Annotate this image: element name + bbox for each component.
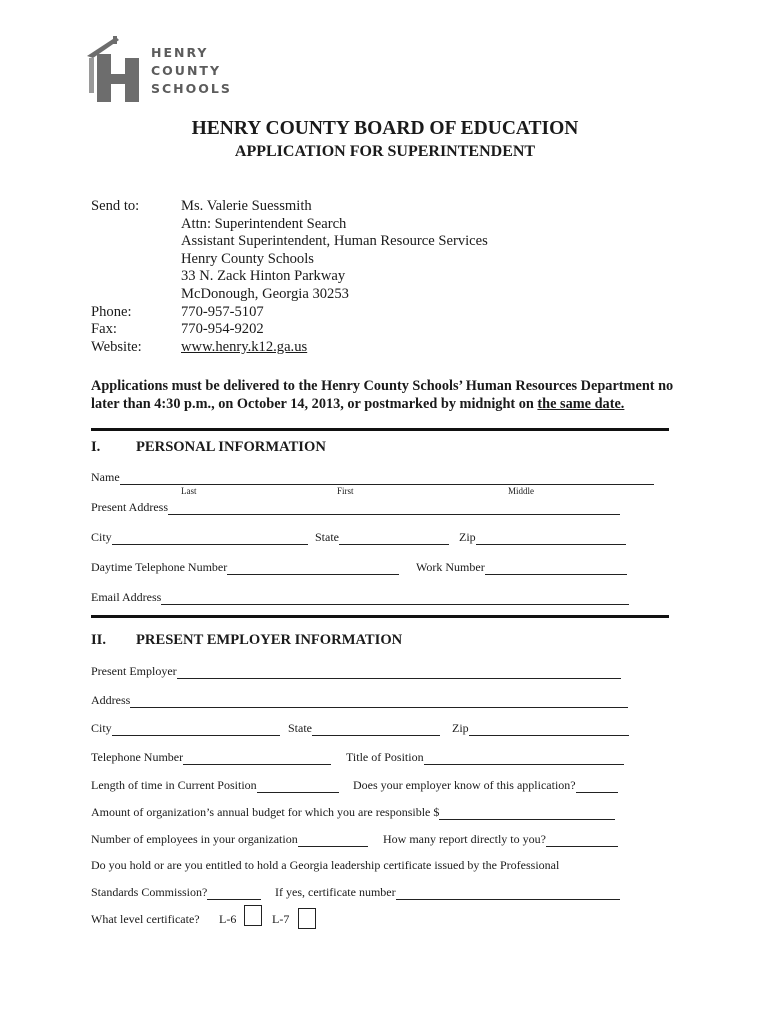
employer-telephone-input-line[interactable] [183,753,331,765]
logo-line-henry: HENRY [151,45,209,60]
city-field[interactable] [91,530,312,545]
work-number-label: Work Number [416,560,485,574]
email-label: Email Address [91,590,162,604]
employer-address-input-line[interactable] [130,696,628,708]
present-address-label: Present Address [91,500,168,514]
send-to-line: Ms. Valerie Suessmith [181,198,312,214]
report-directly-label: How many report directly to you? [383,832,546,846]
work-number-input-line[interactable] [485,563,627,575]
title-of-position-label: Title of Position [346,750,424,764]
name-sub-first: First [337,486,354,496]
deadline-notice-tail: the same date. [537,396,625,412]
section-1-number: I. [91,439,101,455]
employer-know-label: Does your employer know of this application? [353,778,576,792]
employer-zip-label: Zip [452,721,469,735]
present-employer-label: Present Employer [91,664,177,678]
certificate-question-text: Do you hold or are you entitled to hold a Georgia leadership certificate issued by the Professional [91,858,560,872]
section-1-title: PERSONAL INFORMATION [136,439,326,455]
section-2-title: PRESENT EMPLOYER INFORMATION [136,632,403,648]
logo-line-schools: SCHOOLS [151,81,232,96]
length-of-time-label: Length of time in Current Position [91,778,257,792]
standards-commission-label: Standards Commission? [91,885,208,899]
logo-line-county: COUNTY [151,63,221,78]
title-of-position-field[interactable] [346,750,628,765]
name-label: Name [91,470,120,484]
daytime-phone-input-line[interactable] [227,563,399,575]
send-to-line: Attn: Superintendent Search [181,215,347,232]
employer-address-label: Address [91,693,131,707]
website-label: Website: [91,338,142,355]
title-of-position-input-line[interactable] [424,753,624,765]
deadline-notice-text: Applications must be delivered to the Henry County Schools’ Human Resources Department no later than 4:30 p.m., on October 14, 2013, or postmarked by midnight on [91,378,674,412]
section-divider [91,428,669,431]
fax-label: Fax: [91,321,117,338]
num-employees-field[interactable] [91,832,372,847]
section-2-number: II. [91,632,107,648]
employer-city-label: City [91,721,112,735]
l7-label: L-7 [272,912,290,926]
website-link[interactable]: www.henry.k12.ga.us [181,338,308,355]
henry-county-schools-logo [83,34,233,106]
page-title: HENRY COUNTY BOARD OF EDUCATION [191,118,579,139]
certificate-number-field[interactable] [275,885,624,900]
send-to-line: 33 N. Zack Hinton Parkway [181,268,346,285]
employer-address-field[interactable] [91,693,632,708]
name-field[interactable] [91,470,658,485]
employer-zip-field[interactable] [452,721,633,736]
employer-know-field[interactable] [353,778,622,793]
name-sub-last: Last [181,486,197,496]
daytime-phone-field[interactable] [91,560,403,575]
budget-field[interactable] [91,805,619,820]
length-of-time-input-line[interactable] [257,781,339,793]
page-subtitle: APPLICATION FOR SUPERINTENDENT [234,143,536,160]
report-directly-field[interactable] [383,832,622,847]
phone-label: Phone: [91,303,132,320]
employer-state-input-line[interactable] [312,724,440,736]
l6-label: L-6 [219,912,237,926]
l6-checkbox[interactable] [244,905,262,926]
schoolhouse-h-logo-icon [83,34,145,104]
work-number-field[interactable] [416,560,631,575]
budget-label: Amount of organization’s annual budget for which you are responsible $ [91,805,440,819]
num-employees-label: Number of employees in your organization [91,832,298,846]
employer-telephone-field[interactable] [91,750,335,765]
deadline-notice [91,377,681,413]
email-input-line[interactable] [161,593,629,605]
state-field[interactable] [315,530,453,545]
section-divider [91,615,669,618]
employer-city-field[interactable] [91,721,284,736]
daytime-phone-label: Daytime Telephone Number [91,560,228,574]
budget-input-line[interactable] [439,808,615,820]
send-to-line: McDonough, Georgia 30253 [181,286,349,302]
city-input-line[interactable] [112,533,308,545]
present-address-input-line[interactable] [168,503,620,515]
send-to-label: Send to: [91,198,140,214]
length-of-time-field[interactable] [91,778,343,793]
present-employer-field[interactable] [91,664,625,679]
employer-city-input-line[interactable] [112,724,280,736]
email-field[interactable] [91,590,633,605]
present-address-field[interactable] [91,500,624,515]
certificate-number-input-line[interactable] [396,888,620,900]
employer-zip-input-line[interactable] [469,724,629,736]
employer-know-input-line[interactable] [576,781,618,793]
standards-commission-field[interactable] [91,885,265,900]
name-sub-middle: Middle [508,486,534,496]
standards-commission-input-line[interactable] [207,888,261,900]
employer-state-field[interactable] [288,721,444,736]
send-to-line: Assistant Superintendent, Human Resource Services [181,233,488,250]
zip-label: Zip [459,530,476,544]
certificate-number-label: If yes, certificate number [275,885,396,899]
name-input-line[interactable] [120,473,654,485]
city-label: City [91,530,112,544]
certificate-level-label: What level certificate? [91,912,200,926]
certificate-question [91,858,559,873]
phone-value: 770-957-5107 [181,303,264,320]
employer-telephone-label: Telephone Number [91,750,184,764]
num-employees-input-line[interactable] [298,835,368,847]
zip-field[interactable] [459,530,630,545]
fax-value: 770-954-9202 [181,321,264,338]
send-to-line: Henry County Schools [181,250,314,267]
present-employer-input-line[interactable] [177,667,621,679]
employer-state-label: State [288,721,312,735]
state-label: State [315,530,339,544]
report-directly-input-line[interactable] [546,835,618,847]
l7-checkbox[interactable] [298,908,316,929]
zip-input-line[interactable] [476,533,626,545]
state-input-line[interactable] [339,533,449,545]
